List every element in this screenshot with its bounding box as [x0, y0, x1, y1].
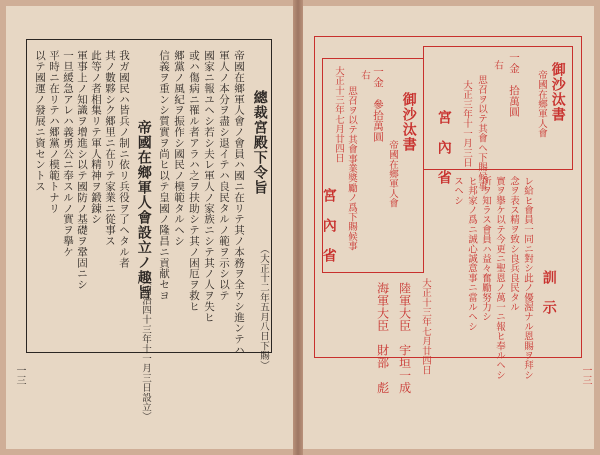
- grant2-text: 思召ヲ以テ其會事業獎勵ノ爲下賜候事: [345, 86, 357, 251]
- grant1-title: 御沙汰書: [549, 62, 566, 122]
- purpose-line: 此等ノ者相集リテ軍人精神ヲ鍛錬シ: [90, 50, 103, 225]
- rescript-line: 信義ヲ重ンシ質實ヲ尚ヒ以テ皇國ノ隆昌ニ貢献セヨ: [158, 50, 171, 301]
- grant1-amount: 一金 拾萬圓: [508, 52, 521, 118]
- instruction-line: 所ヲ知ラス會員ハ益々奮勵努力シ: [479, 176, 491, 322]
- grant2-office: 宮 內 省: [320, 188, 337, 263]
- purpose-line: 其ノ數夥シク郷里ニ在リテ家業ニ從事ス: [104, 50, 117, 247]
- purpose-line: 我ガ國民ハ皆兵ノ制ニ依リ兵役ヲ了ヘタル者: [118, 50, 131, 268]
- instruction-line: レ給ヒ會員一同ニ對シ此ノ優渥ナル恩賜ヲ拜シ: [521, 176, 533, 380]
- instruction-title: 訓 示: [540, 270, 557, 315]
- grant1-date: 大正三年十一月三日: [460, 80, 472, 168]
- instruction-date: 大正十三年七月廿四日: [419, 278, 431, 375]
- right-page-number: 一三: [580, 365, 591, 385]
- purpose-line: 一旦緩急アレハ義勇公ニ奉スルノ實ヲ擧ケ: [62, 50, 75, 258]
- grant1-text: 思召ヲ以テ其會ヘ下賜候事: [475, 75, 487, 192]
- purpose-line: 平時ニ在リテハ郷黨ノ模範トナリ: [48, 50, 61, 214]
- grant1-recipient: 帝國在鄉軍人會: [535, 70, 547, 138]
- instruction-line: 念ヲ表ス精ヲ致シ良兵良民タル: [507, 176, 519, 312]
- book-gutter: [293, 0, 303, 455]
- rescript-line: 軍人ノ本分ヲ盡シ退イテハ良民タルノ範ヲ示シ以テ: [218, 50, 231, 301]
- rescript-line: 郷黨ノ風紀ヲ振作シ國民ノ模範タルヘシ: [173, 50, 186, 247]
- instruction-line: 實ヲ擧ケ以テ今更ニ聖恩ノ萬一ニ報ヒ奉ルヘシ: [493, 176, 505, 380]
- rescript-line: 或ハ傷病ニ罹ル者アラハ之ヲ扶助シテ其ノ困厄ヲ救ヒ: [188, 50, 201, 312]
- minister-navy: 海軍大臣 財部 彪: [375, 282, 390, 394]
- grant2-recipient: 帝國在鄉軍人會: [386, 140, 398, 208]
- grant2-label: 右: [358, 70, 370, 80]
- grant1-label: 右: [491, 60, 503, 70]
- grant2-title: 御沙汰書: [400, 92, 417, 152]
- purpose-line: 以テ國運ノ發展ニ資セントス: [34, 50, 47, 192]
- instruction-line: スヘシ: [451, 176, 463, 206]
- purpose-title: 帝國在鄉軍人會設立ノ趣旨: [135, 120, 152, 300]
- rescript-date: （大正十二年五月八日下賜）: [257, 244, 269, 371]
- minister-army: 陸軍大臣 宇垣一成: [397, 282, 412, 394]
- grant1-office: 宮 內 省: [435, 110, 452, 185]
- purpose-date: （明治四十三年十一月三日設立）: [139, 276, 151, 422]
- purpose-line: 軍事上ノ知識ヲ增進シ以テ國防ノ基礎ヲ鞏固ニシ: [76, 50, 89, 290]
- grant2-date: 大正十三年七月廿四日: [332, 66, 344, 163]
- rescript-line: 帝國在鄉軍人會ノ會員ハ國ニ在リテ其ノ本務ヲ全ウシ進ンテハ: [233, 50, 246, 356]
- instruction-line: ヒ邦家ノ爲ニ誠心誠意事ニ當ルヘシ: [465, 176, 477, 332]
- rescript-line: 國家ニ報ユヘシ若シ夫レ軍人ノ家族ニシテ其ノ人ヲ失ヒ: [203, 50, 216, 323]
- grant2-amount: 一金 參拾萬圓: [372, 66, 385, 143]
- rescript-title: 總裁宮殿下令旨: [251, 90, 268, 195]
- left-page-number: 一三: [14, 365, 25, 385]
